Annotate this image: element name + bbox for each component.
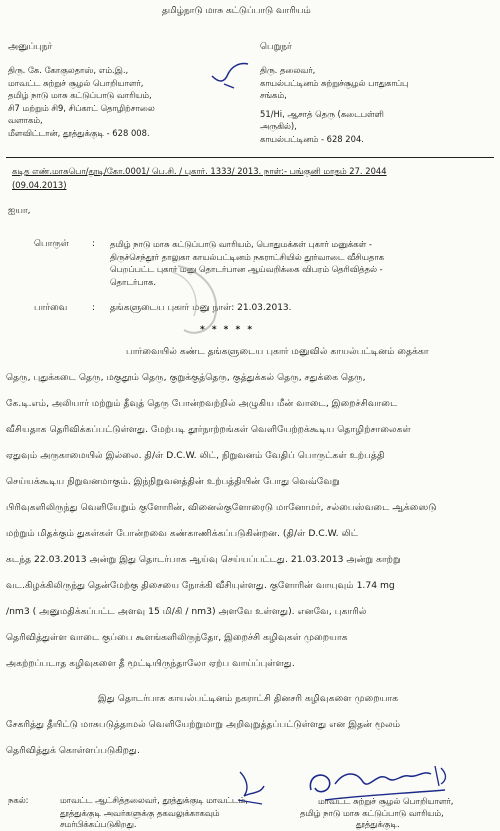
reference-number: கடித எண்.மாசுபொ/தூடி/கோ.0001/ பெ.சி. / புகார். 1333/ 2013. நாள்:- பங்குனி மாதம் 27. 2044 bbox=[12, 166, 387, 176]
subject-line: தொடர்பாக. bbox=[110, 276, 157, 287]
reference-letter-text: தங்களுடைய புகார் மனு நாள்: 21.03.2013. bbox=[110, 303, 292, 313]
sender-address bbox=[8, 64, 155, 139]
body-line: இது தொடர்பாக காயல்பட்டினம் நகராட்சி தினசரி கழிவுகளை முறையாக bbox=[98, 693, 399, 704]
body-line: வீசியதாக தெரிவிக்கப்பட்டுள்ளது. மேற்படி தூர்நாற்றங்கள் வெளியேற்றக்கூடிய தொழிற்சாலைகள் bbox=[6, 424, 411, 435]
recipient-line: காயல்பட்டினம் சுற்றுச்சூழல் பாதுகாப்பு bbox=[260, 77, 409, 88]
sender-line: மாவட்ட சுற்றுச் சூழல் பொறியாளர், bbox=[8, 77, 144, 88]
sender-line: மீளவிட்டான், தூத்துக்குடி - 628 008. bbox=[8, 127, 150, 138]
signature-place: தூத்துக்குடி. bbox=[356, 819, 400, 829]
body-line: கடந்த 22.03.2013 அன்று இது தொடர்பாக ஆய்வு செய்யப்பட்டது. 21.03.2013 அன்று காற்று bbox=[6, 554, 401, 565]
body-paragraph-1 bbox=[6, 339, 486, 677]
body-line: தெரிவித்துள்ள வாடை குப்பை கூளங்களிலிருந்தோ, இறைச்சி கழிவுகள் முறையாக bbox=[6, 632, 348, 643]
recipient-line: 51/Hi, ஆசாத் தெரு (கடைபள்ளி bbox=[260, 108, 384, 119]
body-line: கே.டி.எம், அலியார் மற்றும் தீவுத் தெரு போன்றவற்றில் அழுகிய மீன் வாடை, இறைச்சிவாடை bbox=[6, 398, 398, 409]
separator-stars: * * * * * bbox=[200, 325, 255, 335]
document-title: தமிழ்நாடு மாசு கட்டுப்பாடு வாரியம் bbox=[162, 6, 311, 16]
recipient-line: திரு. தலைவர், bbox=[260, 65, 316, 75]
body-paragraph-2 bbox=[6, 686, 486, 764]
reference-date: (09.04.2013) bbox=[12, 180, 67, 190]
body-line: பிரிவுகளிலிருந்து வெளியேறும் குளோரின், வினைல்குளோரைடு மானோமர், சல்பைஸ்வடை ஆக்ஸைடு bbox=[6, 502, 437, 513]
reference-top-rule bbox=[6, 157, 494, 158]
sender-line: வளாகம், bbox=[8, 115, 43, 125]
subject-line: திருச்செந்தூர் தாலுகா காயல்பட்டினம் நகராட்சியில் தூர்வாடை வீசியதாக bbox=[110, 251, 385, 262]
body-line: ஏதுவும் அருகாமையில் இல்லை. தி/ள் D.C.W. லிட், நிறுவனம் வேதிப் பொருட்கள் உற்பத்தி bbox=[6, 450, 385, 461]
sender-label: அனுப்புநர் bbox=[8, 42, 53, 52]
handwritten-tick-mark bbox=[210, 60, 250, 90]
recipient-line: காயல்பட்டினம் - 628 204. bbox=[260, 133, 364, 144]
body-line: செய்யக்கூடிய நிறுவனமாகும். இந்நிறுவனத்தின் உற்பத்தியின் போது வெவ்வேறு bbox=[6, 476, 340, 487]
body-line: சேகரித்து தீயிட்டு மாசுபடுத்தாமல் வெளியேற்றுமாறு அறிவுறுத்தப்பட்டுள்ளது என இதன் மூலம் bbox=[6, 719, 401, 730]
recipient-address bbox=[260, 64, 408, 145]
sender-line: தமிழ் நாடு மாசு கட்டுப்பாடு வாரியம், bbox=[8, 90, 152, 100]
body-line: மற்றும் மிதக்கும் துகள்கள் போன்றவை கண்காணிக்கப்படுகின்றன. (தி/ள் D.C.W. லிட் bbox=[6, 528, 359, 539]
subject-label: பொருள் bbox=[34, 239, 69, 249]
copy-to-line: தூத்துக்குடி அவர்களுக்கு தகவலுக்காகவும் bbox=[60, 808, 220, 818]
signature-designation: மாவட்ட சுற்றுச் சூழல் பொறியாளர், bbox=[318, 796, 454, 806]
recipient-label: பெறுநர் bbox=[260, 42, 292, 52]
reference-letter-label: பார்வை bbox=[34, 303, 68, 313]
subject-line: தமிழ் நாடு மாசு கட்டுப்பாடு வாரியம், பொதுமக்கள் புகார் மனுக்கள் - bbox=[110, 239, 372, 249]
body-line: வட.கிழக்கிலிருந்து தென்மேற்கு திசையை நோக்கி வீசியுள்ளது. குளோரின் வாயுவும் 1.74 mg bbox=[6, 580, 395, 591]
subject-line: பெறப்பட்ட புகார் மனு தொடர்பான ஆய்வறிக்கை விபரம் தெரிவித்தல் - bbox=[110, 264, 383, 274]
salutation: ஐயா, bbox=[8, 206, 31, 216]
body-line: /nm3 ( அனுமதிக்கப்பட்ட அளவு 15 மி/கி / nm3) அளவே உள்ளது). எனவே, புகாரில் bbox=[6, 606, 367, 617]
copy-to-label: நகல்: bbox=[8, 795, 29, 805]
body-line: தெரிவித்துக் கொள்ளப்படுகிறது. bbox=[6, 745, 140, 756]
copy-to-line: மாவட்ட ஆட்சித்தலைவர், தூத்துக்குடி மாவட்டம், bbox=[60, 795, 248, 805]
subject-colon: : bbox=[92, 239, 96, 249]
recipient-line: அருகில்), bbox=[260, 121, 297, 131]
sender-line: திரு. கே. கோகுலதாஸ், எம்.இ., bbox=[8, 65, 129, 75]
reference-letter-colon: : bbox=[92, 303, 96, 313]
recipient-line: சங்கம், bbox=[260, 90, 287, 100]
body-line: தெரு, புதுக்கடை தெரு, மகுதூம் தெரு, குறுக்குத்தெரு, குத்துக்கல் தெரு, சதுக்கை தெரு, bbox=[6, 372, 366, 383]
body-line: அகற்றப்படாத கழிவுகளை தீ மூட்டியிருந்தாலோ ஏற்ப வாய்ப்புள்ளது. bbox=[6, 658, 295, 669]
sender-line: சி7 மற்றும் சி9, சிப்காட் தொழிற்சாலை bbox=[8, 102, 155, 113]
body-line: பார்வையில் கண்ட தங்களுடைய புகார் மனுவில் காயல்பட்டினம் தைக்கா bbox=[126, 346, 429, 357]
signature-organisation: தமிழ் நாடு மாசு கட்டுப்பாடு வாரியம், bbox=[300, 808, 444, 818]
copy-to-line: சமர்பிக்கப்படுகிறது. bbox=[60, 819, 137, 829]
